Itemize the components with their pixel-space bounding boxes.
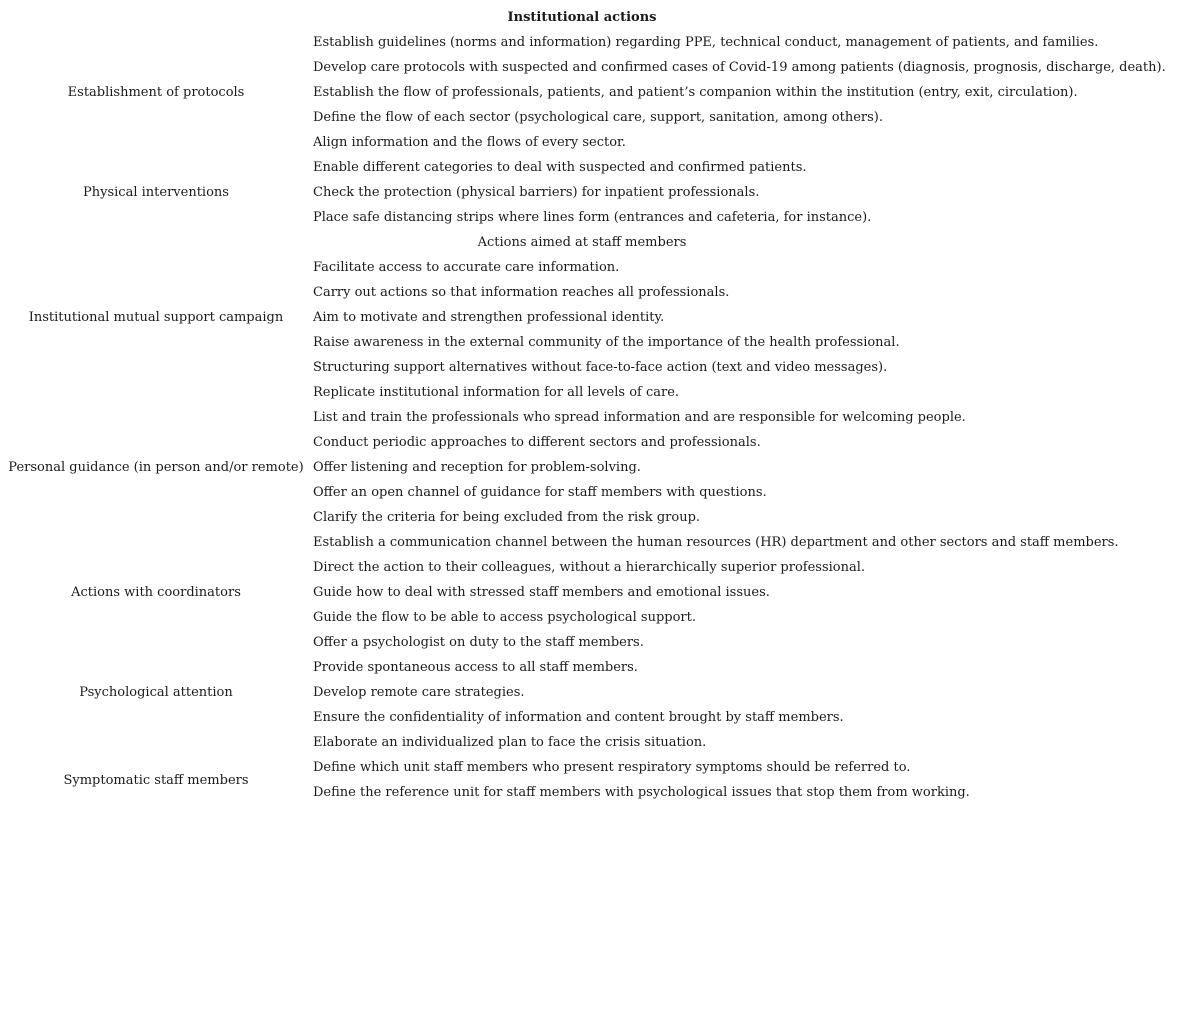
action-cell: Aim to motivate and strengthen professional identity. — [313, 310, 665, 325]
action-cell: Establish guidelines (norms and information) regarding PPE, technical conduct, management of patients, and families. — [313, 35, 1099, 50]
action-cell: Elaborate an individualized plan to face the crisis situation. — [313, 735, 707, 750]
action-cell: Define which unit staff members who present respiratory symptoms should be referred to. — [313, 760, 911, 775]
action-cell: Establish a communication channel between the human resources (HR) department and other sectors and staff members. — [313, 535, 1119, 550]
action-cell: Raise awareness in the external community of the importance of the health professional. — [313, 335, 900, 350]
table-row — [5, 555, 1189, 580]
action-cell: Conduct periodic approaches to different sectors and professionals. — [313, 435, 761, 450]
action-cell: Facilitate access to accurate care information. — [313, 260, 620, 275]
table-row — [5, 155, 1189, 180]
action-cell: Check the protection (physical barriers) for inpatient professionals. — [313, 185, 760, 200]
action-cell: Establish the flow of professionals, patients, and patient’s companion within the institution (entry, exit, circulation). — [313, 85, 1078, 100]
table-title-row — [5, 5, 1189, 30]
table-row — [5, 755, 1189, 780]
category-cell: Psychological attention — [79, 685, 233, 700]
action-cell: Guide the flow to be able to access psychological support. — [313, 610, 696, 625]
table-title-text: Institutional actions — [507, 10, 657, 25]
table-row — [5, 255, 1189, 280]
action-cell: Guide how to deal with stressed staff members and emotional issues. — [313, 585, 770, 600]
action-cell: List and train the professionals who spread information and are responsible for welcoming people. — [313, 410, 966, 425]
category-cell: Institutional mutual support campaign — [28, 310, 284, 325]
table-row — [5, 630, 1189, 655]
action-cell: Replicate institutional information for all levels of care. — [313, 385, 680, 400]
action-cell: Offer an open channel of guidance for staff members with questions. — [313, 485, 767, 500]
section-heading — [5, 230, 1189, 255]
action-cell: Provide spontaneous access to all staff members. — [313, 660, 638, 675]
table-row — [5, 30, 1189, 55]
action-cell: Develop remote care strategies. — [313, 685, 525, 700]
table-row — [5, 380, 1189, 405]
category-cell: Actions with coordinators — [71, 585, 241, 600]
category-cell: Physical interventions — [83, 185, 229, 200]
section-heading-text: Actions aimed at staff members — [477, 235, 687, 250]
action-cell: Offer a psychologist on duty to the staff members. — [313, 635, 644, 650]
action-cell: Direct the action to their colleagues, without a hierarchically superior professional. — [313, 560, 866, 575]
category-cell: Symptomatic staff members — [63, 772, 249, 788]
category-cell: Personal guidance (in person and/or remote) — [8, 460, 304, 475]
action-cell: Develop care protocols with suspected and confirmed cases of Covid-19 among patients (diagnosis, prognosis, discharge, death). — [313, 60, 1166, 75]
action-cell: Define the flow of each sector (psychological care, support, sanitation, among others). — [313, 110, 884, 125]
table-title — [5, 5, 1189, 30]
action-cell: Define the reference unit for staff members with psychological issues that stop them from working. — [313, 785, 970, 800]
category-cell: Establishment of protocols — [67, 85, 245, 100]
action-cell: Structuring support alternatives without face-to-face action (text and video messages). — [313, 360, 888, 375]
action-cell: Offer listening and reception for problem-solving. — [313, 460, 641, 475]
action-cell: Carry out actions so that information reaches all professionals. — [313, 285, 730, 300]
table-body — [5, 30, 1189, 805]
action-cell: Enable different categories to deal with suspected and confirmed patients. — [313, 160, 807, 175]
action-cell: Place safe distancing strips where lines form (entrances and cafeteria, for instance). — [313, 210, 872, 225]
section-heading-row — [5, 230, 1189, 255]
action-cell: Clarify the criteria for being excluded from the risk group. — [313, 510, 701, 525]
action-cell: Align information and the flows of every sector. — [313, 135, 626, 150]
action-cell: Ensure the confidentiality of information and content brought by staff members. — [313, 710, 844, 725]
institutional-actions-table — [5, 5, 1189, 805]
